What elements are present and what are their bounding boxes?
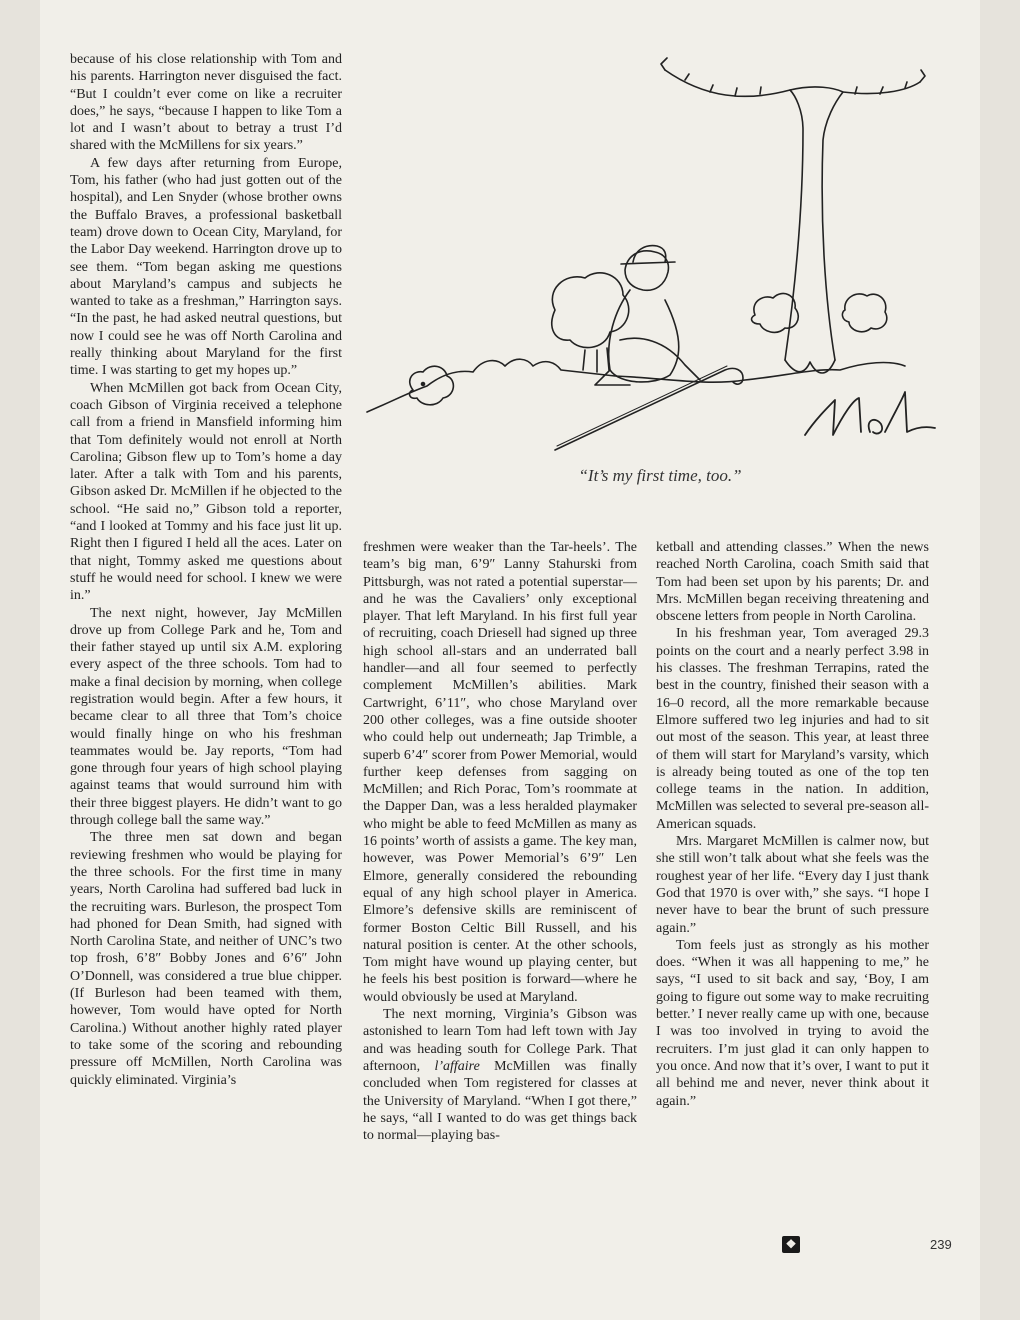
italic-phrase: l’affaire bbox=[434, 1058, 480, 1074]
paragraph: When McMillen got back from Ocean City, coach Gibson of Virginia received a telephone call from a friend in Mansfield informing him that Tom definitely would not enroll at North Carolina; Gibson flew up to Tom’s home a day later. After a talk with Tom and his parents, Gibson asked Dr. McMillen if he objected to the school. “He said no,” Gibson told a reporter, “and I looked at Tommy and his face just lit up. Right then I figured I held all the aces. Later on that night, Tommy asked me questions about stuff he would need for school. I knew we were in.” bbox=[70, 380, 342, 604]
paragraph: Mrs. Margaret McMillen is calmer now, but she still won’t talk about what she feels was the roughest year of her life. “Every day I just thank God that 1970 is over with,” she says. “I hope I never have to bear the brunt of such pressure again.” bbox=[656, 834, 929, 936]
paragraph: The next night, however, Jay McMillen drove up from College Park and he, Tom and their father stayed up until six A.M. exploring every aspect of the three schools. Tom had to make a final decision by morning, when college registration would begin. After a few hours, it became clear to all three that Tom’s choice would finally hinge on who his freshman teammates would be. Jay reports, “Tom had gone through four years of high school playing against teams that would surround him with their three biggest players. He didn’t want to go through college ball the same way.” bbox=[70, 605, 342, 829]
farmer-figure bbox=[625, 251, 668, 290]
paragraph: Tom feels just as strongly as his mother does. “When it was all happening to me,” he says, “I used to sit back and say, ‘Boy, I am going to figure out some way to make recruiting better.’ I never really came up with one, because I was too involved in trying to avoid the recruiters. I’m just glad it can only happen to you once. And now that it’s over, I want to put it all behind me and never, never think about it again.” bbox=[656, 937, 929, 1109]
cartoon-caption: “It’s my first time, too.” bbox=[578, 466, 742, 485]
article-column-1 bbox=[70, 51, 342, 1089]
page-number: 239 bbox=[930, 1237, 952, 1252]
text-run: The next morning, Virginia’s Gibson was astonished to learn Tom had left town with Jay and was heading south for College Park. That afternoon, bbox=[363, 1007, 637, 1074]
paragraph: The three men sat down and began reviewing freshmen who would be playing for the three schools. For the first time in many years, North Carolina had suffered bad luck in the recruiting wars. Burleson, the prospect Tom had phoned for Dean Smith, had signed with North Carolina State, and neither of UNC’s two top frosh, 6’8″ Bobby Jones and 6’6″ John O’Donnell, was considered a true blue chipper. (If Burleson had been teamed with them, however, Tom would have opted for North Carolina.) Without another highly rated player to take some of the scoring and rebounding pressure off McMillen, North Carolina was quickly eliminated. Virginia’s bbox=[70, 830, 342, 1088]
paragraph: ketball and attending classes.” When the news reached North Carolina, coach Smith said that Tom had been set upon by his parents; Dr. and Mrs. McMillen began receiving threatening and obscene letters from people in North Carolina. bbox=[656, 540, 929, 625]
cartoon-illustration bbox=[365, 40, 955, 460]
cane bbox=[555, 368, 743, 450]
paragraph: freshmen were weaker than the Tar-heels’. The team’s big man, 6’9″ Lanny Stahurski from Pittsburgh, was not rated a potential superstar—and he was the Cavaliers’ only exceptional player. That left Maryland. In his first full year of recruiting, coach Driesell had signed up three high school all-stars and an underrated ball handler—and all four seemed to perfectly complement McMillen’s abilities. Mark Cartwright, 6’11″, who chose Maryland over 200 other colleges, was a fine outside shooter who could help out underneath; Jap Trimble, a superb 6’4″ scorer from Power Memorial, would further keep defenses from sagging on McMillen; and Rich Porac, Tom’s roommate at the Dapper Dan, was a less heralded playmaker who might be able to feed McMillen as many as 16 points’ worth of assists a game. The key man, however, was Power Memorial’s 6’9″ Len Elmore, generally considered the rebounding equal of any high school player in America. Elmore’s defensive skills are reminiscent of former Boston Celtic Bill Russell, and his natural position is center. At the other schools, Tom might have wound up playing center, but he feels his best position is forward—where he would obviously be used at Maryland. bbox=[363, 540, 637, 1005]
sheep-right-2 bbox=[842, 294, 886, 332]
tree-trunk bbox=[785, 90, 803, 360]
sheep bbox=[552, 273, 629, 348]
text-run: McMillen was finally concluded when Tom registered for classes at the University of Maryland. “When I got there,” he says, “all I wanted to do was get things back to normal—playing bas- bbox=[363, 1058, 637, 1144]
artist-signature bbox=[805, 392, 935, 435]
article-column-3 bbox=[656, 539, 929, 1110]
hill-line bbox=[367, 359, 905, 412]
paragraph: because of his close relationship with Tom and his parents. Harrington never disguised the fact. “But I couldn’t ever come on like a recruiter does,” he says, “because I happen to like Tom a lot and I wasn’t about to betray a trust I’d shared with the McMillens for six years.” bbox=[70, 52, 342, 154]
sheep-small bbox=[410, 366, 454, 405]
paragraph: A few days after returning from Europe, Tom, his father (who had just gotten out of the hospital), and Len Snyder (whose brother owns the Buffalo Braves, a professional basketball team) drove down to Ocean City, Maryland, for the Labor Day weekend. Harrington drove up to see them. “Tom began asking me questions about Maryland’s campus and subjects he wanted to take as a freshman,” Harrington says. “In the past, he had asked neutral questions, but now I could see he was off North Carolina and really thinking about Maryland for the first time. I was starting to get my hopes up.” bbox=[70, 155, 342, 379]
paragraph: In his freshman year, Tom averaged 29.3 points on the court and a nearly perfect 3.98 in his classes. The freshman Terrapins, rated the best in the country, finished their season with a 16–0 record, all the more remarkable because Elmore suffered two leg injuries and had to sit out most of the season. This year, at least three of them will start for Maryland’s varsity, which is already being touted as one of the top ten college teams in the nation. In addition, McMillen was selected to several pre-season all-American squads. bbox=[656, 626, 929, 832]
article-column-2 bbox=[363, 539, 637, 1144]
playboy-rabbit-icon: ❖ bbox=[782, 1236, 800, 1253]
magazine-page bbox=[40, 0, 980, 1320]
paragraph bbox=[363, 1006, 637, 1144]
